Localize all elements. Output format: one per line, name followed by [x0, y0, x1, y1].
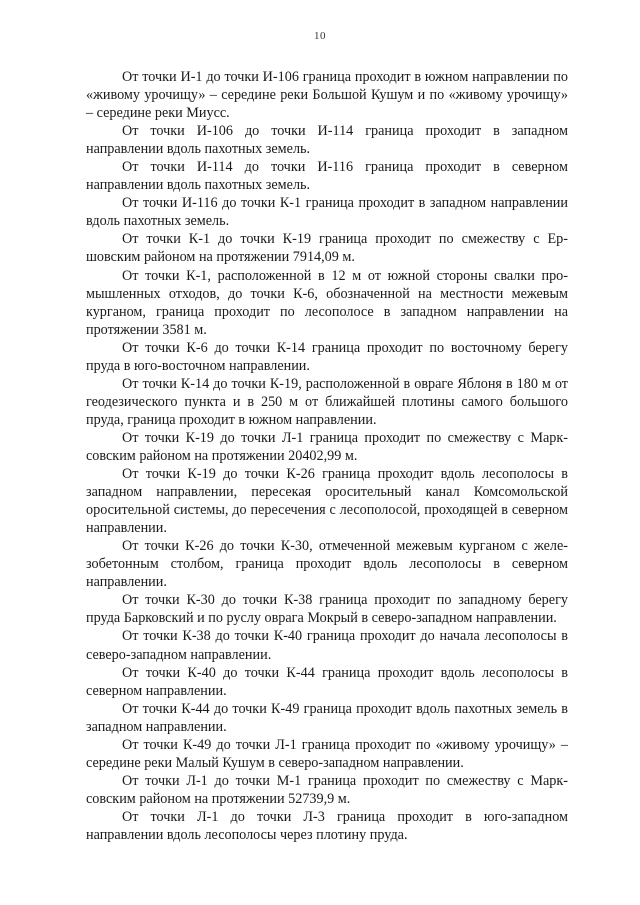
paragraph: От точки Л-1 до точки М-1 граница проходит по смежеству с Марксовским районом на протяжении 52739,9 м.	[86, 772, 568, 807]
paragraph: От точки К-30 до точки К-38 граница проходит по западному берегу пруда Барковский и по руслу оврага Мокрый в северо-западном направлении.	[86, 592, 568, 627]
paragraph: От точки К-1 до точки К-19 граница проходит по смежеству с Ершовским районом на протяжении 7914,09 м.	[86, 231, 568, 266]
paragraph: От точки К-19 до точки Л-1 граница проходит по смежеству с Марксовским районом на протяжении 20402,99 м.	[86, 429, 568, 464]
document-body	[86, 68, 568, 844]
paragraph: От точки К-49 до точки Л-1 граница проходит по «живому урочищу» – середине реки Малый Кушум в северо-западном направлении.	[86, 736, 568, 771]
paragraph: От точки И-116 до точки К-1 граница проходит в западном направлении вдоль пахотных земель.	[86, 195, 568, 230]
paragraph: От точки Л-1 до точки Л-3 граница проходит в юго-западном направлении вдоль лесополосы через плотину пруда.	[86, 808, 568, 843]
paragraph: От точки К-14 до точки К-19, расположенной в овраге Яблоня в 180 м от геодезического пункта и в 250 м от ближайшей плотины самого большого пруда, граница проходит в южном направлении.	[86, 375, 568, 428]
paragraph: От точки И-114 до точки И-116 граница проходит в северном направлении вдоль пахотных земель.	[86, 159, 568, 194]
paragraph: От точки К-38 до точки К-40 граница проходит до начала лесополосы в северо-западном направлении.	[86, 628, 568, 663]
paragraph: От точки К-40 до точки К-44 граница проходит вдоль лесополосы в северном направлении.	[86, 664, 568, 699]
paragraph: От точки К-1, расположенной в 12 м от южной стороны свалки промышленных отходов, до точки К-6, обозначенной на местности межевым курганом, граница проходит по лесополосе в западном направлении на протяжении 3581 м.	[86, 267, 568, 338]
paragraph: От точки И-106 до точки И-114 граница проходит в западном направлении вдоль пахотных земель.	[86, 123, 568, 158]
paragraph: От точки К-19 до точки К-26 граница проходит вдоль лесополосы в западном направлении, пересекая оросительный канал Комсомольской оросительной системы, до пересечения с лесополосой, проходящей в северном направлении.	[86, 466, 568, 537]
paragraph: От точки К-6 до точки К-14 граница проходит по восточному берегу пруда в юго-восточном направлении.	[86, 339, 568, 374]
paragraph: От точки К-26 до точки К-30, отмеченной межевым курганом с железобетонным столбом, граница проходит вдоль лесополосы в северном направлении.	[86, 538, 568, 591]
page-number: 10	[314, 30, 326, 42]
paragraph: От точки К-44 до точки К-49 граница проходит вдоль пахотных земель в западном направлении.	[86, 700, 568, 735]
paragraph: От точки И-1 до точки И-106 граница проходит в южном направлении по «живому урочищу» – середине реки Большой Кушум и по «живому урочищу» – середине реки Миусс.	[86, 69, 568, 122]
